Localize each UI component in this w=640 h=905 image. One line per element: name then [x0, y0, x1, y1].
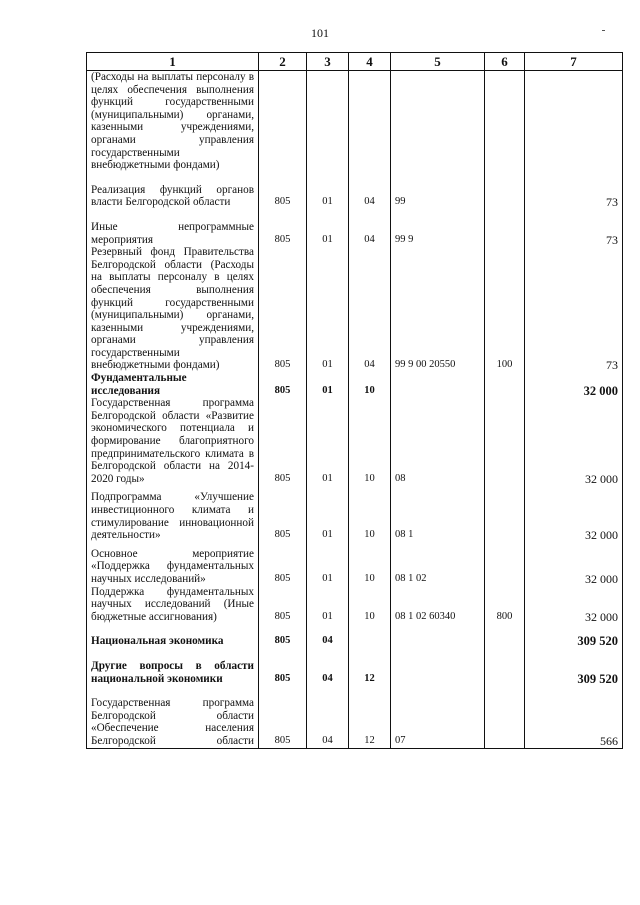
row-col6: 100 — [485, 246, 525, 372]
row-col2: 805 — [259, 548, 307, 586]
row-col6 — [485, 372, 525, 397]
row-col7: 32 000 — [525, 491, 623, 541]
row-name: Основное мероприятие «Поддержка фундаментальных научных исследований» — [87, 548, 259, 586]
row-name: Государственная программа Белгородской области «Обеспечение населения Белгородской области — [87, 697, 259, 748]
row-col2: 805 — [259, 372, 307, 397]
row-col4: 04 — [349, 246, 391, 372]
row-name: Другие вопросы в области национальной экономики — [87, 660, 259, 685]
row-col6 — [485, 548, 525, 586]
row-col3: 01 — [307, 184, 349, 209]
row-col4: 10 — [349, 372, 391, 397]
row-col2: 805 — [259, 221, 307, 246]
row-col3: 01 — [307, 586, 349, 624]
table-row — [87, 586, 623, 624]
table-row — [87, 184, 623, 209]
row-col5: 99 9 — [391, 221, 485, 246]
col-header-1: 1 — [87, 53, 259, 71]
page-number: 101 — [311, 26, 329, 40]
table-row — [87, 372, 623, 397]
row-col4: 10 — [349, 548, 391, 586]
row-col6: 800 — [485, 586, 525, 624]
row-col3: 04 — [307, 635, 349, 648]
row-col7: 309 520 — [525, 635, 623, 648]
table-row — [87, 221, 623, 246]
row-col4: 10 — [349, 586, 391, 624]
table-row — [87, 548, 623, 586]
table-row — [87, 660, 623, 685]
row-name: Государственная программа Белгородской области «Развитие экономического потенциала и формирование благоприятного предпринимательского климата в Белгородской области на 2014-2020 годы» — [87, 397, 259, 485]
row-col2: 805 — [259, 246, 307, 372]
row-col6 — [485, 491, 525, 541]
row-col6 — [485, 697, 525, 748]
row-name: Фундаментальные исследования — [87, 372, 259, 397]
row-col5: 99 9 00 20550 — [391, 246, 485, 372]
row-col3: 01 — [307, 246, 349, 372]
row-col5: 08 — [391, 397, 485, 485]
row-name: Подпрограмма «Улучшение инвестиционного климата и стимулирование инновационной деятельности» — [87, 491, 259, 541]
row-col4 — [349, 71, 391, 172]
row-name: Иные непрограммные мероприятия — [87, 221, 259, 246]
row-col3: 04 — [307, 660, 349, 685]
row-col2: 805 — [259, 635, 307, 648]
col-header-2: 2 — [259, 53, 307, 71]
row-col5: 08 1 02 60340 — [391, 586, 485, 624]
scan-mark — [602, 30, 605, 31]
col-header-6: 6 — [485, 53, 525, 71]
row-col6 — [485, 184, 525, 209]
row-name: Поддержка фундаментальных научных исследований (Иные бюджетные ассигнования) — [87, 586, 259, 624]
budget-table — [86, 52, 623, 749]
row-col7: 73 — [525, 184, 623, 209]
row-col7: 566 — [525, 697, 623, 748]
table-row — [87, 71, 623, 172]
row-col7: 73 — [525, 246, 623, 372]
row-col3: 01 — [307, 397, 349, 485]
row-col2: 805 — [259, 491, 307, 541]
row-col5 — [391, 372, 485, 397]
row-col2: 805 — [259, 586, 307, 624]
row-col4: 10 — [349, 491, 391, 541]
row-col7: 309 520 — [525, 660, 623, 685]
col-header-7: 7 — [525, 53, 623, 71]
row-col2: 805 — [259, 697, 307, 748]
col-header-5: 5 — [391, 53, 485, 71]
row-col3: 01 — [307, 221, 349, 246]
row-col7 — [525, 71, 623, 172]
row-name: Реализация функций органов власти Белгородской области — [87, 184, 259, 209]
row-col7: 32 000 — [525, 397, 623, 485]
table-row — [87, 246, 623, 372]
row-col3: 01 — [307, 372, 349, 397]
row-col6 — [485, 397, 525, 485]
header-row — [87, 53, 623, 71]
row-col7: 32 000 — [525, 372, 623, 397]
row-col4 — [349, 635, 391, 648]
row-col3: 04 — [307, 697, 349, 748]
row-col6 — [485, 660, 525, 685]
row-col5: 08 1 02 — [391, 548, 485, 586]
row-col5 — [391, 635, 485, 648]
row-col2: 805 — [259, 660, 307, 685]
row-col2: 805 — [259, 397, 307, 485]
row-col7: 32 000 — [525, 586, 623, 624]
row-col4: 10 — [349, 397, 391, 485]
row-col4: 04 — [349, 221, 391, 246]
table-row — [87, 397, 623, 485]
row-col5: 08 1 — [391, 491, 485, 541]
table-row — [87, 635, 623, 648]
col-header-3: 3 — [307, 53, 349, 71]
row-col4: 12 — [349, 697, 391, 748]
row-col4: 04 — [349, 184, 391, 209]
row-col7: 32 000 — [525, 548, 623, 586]
table-row — [87, 491, 623, 541]
row-col2: 805 — [259, 184, 307, 209]
col-header-4: 4 — [349, 53, 391, 71]
table-row — [87, 697, 623, 748]
row-col5: 07 — [391, 697, 485, 748]
row-col3: 01 — [307, 491, 349, 541]
row-col5 — [391, 660, 485, 685]
row-col5 — [391, 71, 485, 172]
row-col6 — [485, 635, 525, 648]
row-name: Резервный фонд Правительства Белгородской области (Расходы на выплаты персоналу в целях обеспечения выполнения функций государственными (муниципальными) органами, казенными учреждениями, органами управления государственными внебюджетными фондами) — [87, 246, 259, 372]
row-col4: 12 — [349, 660, 391, 685]
row-col2 — [259, 71, 307, 172]
row-col6 — [485, 221, 525, 246]
row-name: (Расходы на выплаты персоналу в целях обеспечения выполнения функций государственными (муниципальными) органами, казенными учреждениями, органами управления государственными внебюджетными фондами) — [87, 71, 259, 172]
row-col5: 99 — [391, 184, 485, 209]
row-col6 — [485, 71, 525, 172]
row-col3 — [307, 71, 349, 172]
row-col3: 01 — [307, 548, 349, 586]
row-name: Национальная экономика — [87, 635, 259, 648]
row-col7: 73 — [525, 221, 623, 246]
